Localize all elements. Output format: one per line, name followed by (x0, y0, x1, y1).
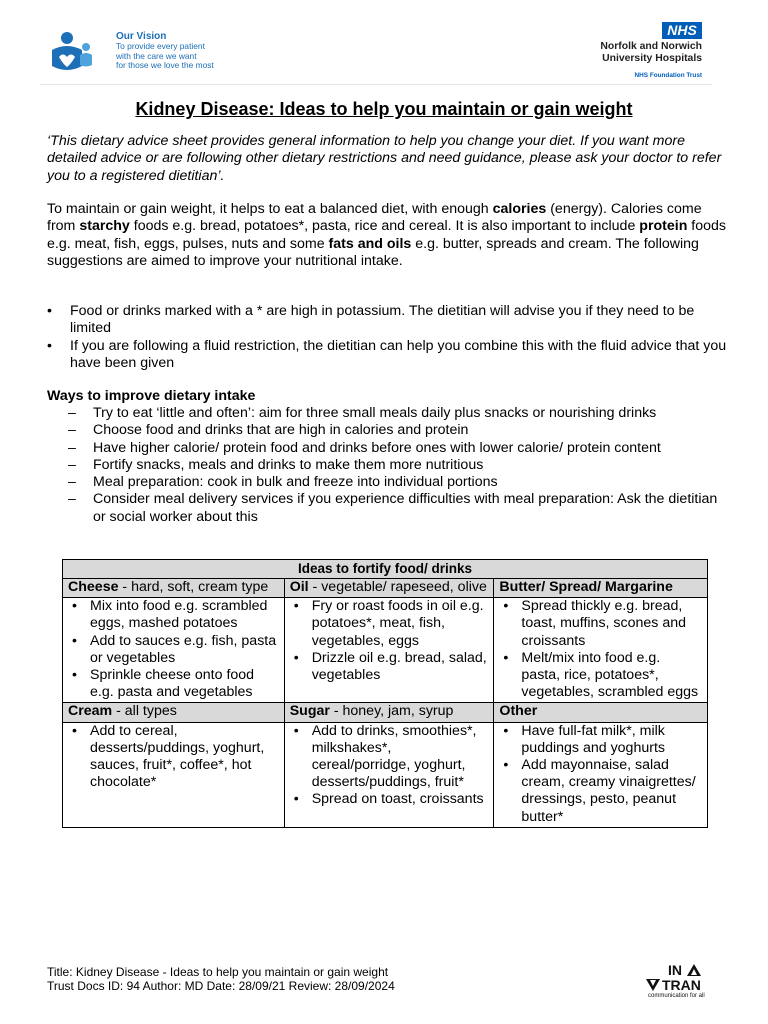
nhs-foundation-trust: NHS Foundation Trust (634, 72, 702, 79)
list-item: – Fortify snacks, meals and drinks to make them more nutritious (47, 457, 727, 474)
table-row (63, 598, 708, 703)
category-name: Sugar (289, 703, 330, 720)
list-item: – Try to eat ‘little and often’: aim for three small meals daily plus snacks or nourishing drinks (47, 405, 727, 422)
category-name: Other (499, 703, 538, 720)
table-header-row (63, 703, 708, 722)
para-bold: protein (639, 218, 688, 235)
ways-heading: Ways to improve dietary intake (47, 388, 256, 404)
nhs-trust-logo (562, 14, 702, 82)
list-item: • Have full-fat milk*, milk puddings and yoghurts (499, 723, 702, 757)
category-cheese (63, 579, 285, 598)
intran-logo (646, 963, 726, 1003)
category-name: Butter/ Spread/ Margarine (499, 579, 673, 595)
para-text: e.g. butter, spreads and cream. The following suggestions are aimed to improve your nutritional intake. (47, 235, 699, 269)
para-text: foods e.g. meat, fish, eggs, pulses, nuts and some (47, 218, 727, 252)
vision-line: for those we love the most (116, 60, 214, 71)
para-text: (energy). Calories come from (47, 201, 702, 235)
para-text: To maintain or gain weight, it helps to eat a balanced diet, with enough (47, 201, 493, 217)
category-name: Oil (289, 579, 309, 595)
para-bold: starchy (79, 218, 130, 235)
triangle-up-icon (687, 964, 701, 976)
para-bold: calories (492, 201, 547, 217)
list-item: – Have higher calorie/ protein food and drinks before ones with lower calorie/ protein content (47, 440, 727, 457)
vision-text (116, 31, 214, 71)
nhs-name-line: Norfolk and Norwich (600, 41, 702, 52)
list-item: • Food or drinks marked with a * are high in potassium. The dietitian will advise you if they need to be limited (47, 303, 727, 338)
para-text: foods e.g. bread, potatoes*, pasta, rice and cereal. It is also important to include (129, 218, 640, 235)
intran-in-row (646, 963, 701, 977)
advice-bullets (47, 303, 727, 372)
list-item: • Add to sauces e.g. fish, pasta or vegetables (68, 633, 279, 667)
sugar-ideas (284, 722, 494, 827)
table-row (63, 722, 708, 827)
footer-title-line: Title: Kidney Disease - Ideas to help you maintain or gain weight (47, 965, 389, 979)
vision-figures-icon (48, 30, 108, 76)
oil-ideas (284, 598, 494, 703)
intro-paragraph (47, 201, 727, 270)
list-item: – Consider meal delivery services if you experience difficulties with meal preparation: Ask the dietitian or social worker about this (47, 491, 727, 526)
list-item: • Fry or roast foods in oil e.g. potatoes*, meat, fish, vegetables, eggs (290, 598, 489, 650)
category-name: Cream (68, 703, 113, 720)
list-item: • Mix into food e.g. scrambled eggs, mashed potatoes (68, 598, 279, 632)
category-sugar (284, 703, 494, 722)
table-header-row (63, 579, 708, 598)
nhs-name-line: University Hospitals (602, 52, 702, 64)
list-item: • Melt/mix into food e.g. pasta, rice, potatoes*, vegetables, scrambled eggs (499, 650, 702, 702)
nhs-logo: NHS (662, 22, 702, 39)
list-item: • Add to cereal, desserts/puddings, yoghurt, sauces, fruit*, coffee*, hot chocolate* (68, 723, 279, 792)
category-oil (284, 579, 494, 598)
category-other (494, 703, 708, 722)
footer-meta-line: Trust Docs ID: 94 Author: MD Date: 28/09/21 Review: 28/09/2024 (47, 979, 395, 993)
list-item: • Spread on toast, croissants (290, 791, 489, 808)
list-item: • Sprinkle cheese onto food e.g. pasta and vegetables (68, 667, 279, 701)
list-item: • Drizzle oil e.g. bread, salad, vegetables (290, 650, 489, 684)
ways-list (47, 405, 727, 526)
nhs-trust-name (600, 41, 702, 64)
category-butter (494, 579, 708, 598)
intro-disclaimer: ‘This dietary advice sheet provides general information to help you change your diet. If you want more detailed advice or are following other dietary restrictions and need guidance, please ask your doctor to refer you to a registered dietitian’. (47, 133, 722, 184)
triangle-down-icon (646, 979, 660, 991)
list-item: • Add mayonnaise, salad cream, creamy vinaigrettes/ dressings, pesto, peanut butter* (499, 757, 702, 826)
list-item: – Choose food and drinks that are high in calories and protein (47, 422, 727, 439)
cream-ideas (63, 722, 285, 827)
vision-line: To provide every patient (116, 41, 205, 51)
list-item: • Spread thickly e.g. bread, toast, muffins, scones and croissants (499, 598, 702, 650)
category-name: Cheese (68, 579, 119, 595)
butter-ideas (494, 598, 708, 703)
para-bold: fats and oils (328, 235, 412, 252)
intran-in: IN (668, 962, 682, 978)
cheese-ideas (63, 598, 285, 703)
category-desc: - vegetable/ rapeseed, olive (308, 579, 487, 595)
fortify-table (62, 559, 708, 828)
our-vision-logo (48, 30, 248, 80)
vision-title: Our Vision (116, 31, 167, 42)
vision-line: with the care we want (116, 50, 197, 61)
category-cream (63, 703, 285, 722)
category-desc: - honey, jam, syrup (329, 703, 454, 720)
category-desc: - all types (112, 703, 177, 720)
list-item: • Add to drinks, smoothies*, milkshakes*, cereal/porridge, yoghurt, desserts/puddings, fruit* (290, 723, 489, 792)
intran-tagline: communication for all (648, 993, 705, 999)
intran-tran-row (646, 978, 701, 992)
header-divider (40, 84, 712, 85)
other-ideas (494, 722, 708, 827)
category-desc: - hard, soft, cream type (118, 579, 269, 595)
list-item: – Meal preparation: cook in bulk and freeze into individual portions (47, 474, 727, 491)
intran-tran: TRAN (662, 977, 701, 993)
list-item: • If you are following a fluid restriction, the dietitian can help you combine this with the fluid advice that you have been given (47, 338, 727, 373)
document-header (40, 14, 712, 82)
table-title: Ideas to fortify food/ drinks (63, 560, 708, 579)
document-footer (47, 965, 395, 993)
page-title: Kidney Disease: Ideas to help you maintain or gain weight (135, 99, 633, 119)
